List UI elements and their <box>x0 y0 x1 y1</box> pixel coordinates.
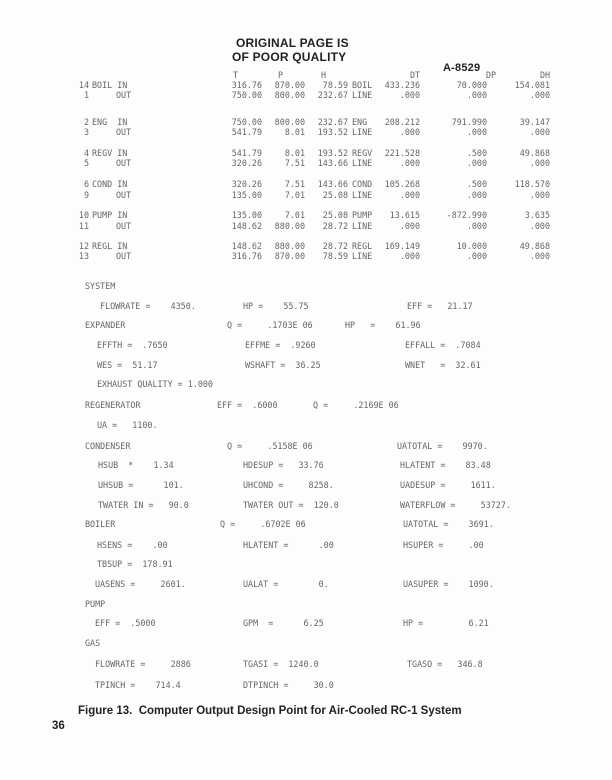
table-cell: .000 <box>399 190 420 200</box>
table-cell: 39.147 <box>519 117 550 127</box>
output-field: TWATER IN = 90.0 <box>98 500 189 510</box>
table-cell: LINE <box>352 190 373 200</box>
table-cell: 143.66 <box>317 158 348 168</box>
output-field: WATERFLOW = 53727. <box>400 500 511 510</box>
table-cell: .000 <box>466 90 487 100</box>
output-field: WES = 51.17 <box>97 360 158 370</box>
table-cell: LINE <box>352 127 373 137</box>
table-cell: 880.00 <box>274 241 305 251</box>
table-cell: 25.08 <box>322 210 348 220</box>
output-field: UHSUB = 101. <box>98 480 184 490</box>
table-cell: -872.990 <box>446 210 487 220</box>
section-heading: PUMP <box>85 599 106 609</box>
table-cell: 14 <box>78 80 89 90</box>
table-cell: .000 <box>529 251 550 261</box>
table-cell: 135.00 <box>231 190 262 200</box>
output-field: Q = .1703E 06 <box>227 320 313 330</box>
output-field: HDESUP = 33.76 <box>243 460 324 470</box>
table-cell: 316.76 <box>231 251 262 261</box>
table-cell: 28.72 <box>322 221 348 231</box>
table-cell: 8.01 <box>284 148 305 158</box>
table-cell: 6 <box>83 179 89 189</box>
table-cell: OUT <box>116 221 132 231</box>
table-cell: REGL IN <box>92 241 128 251</box>
table-cell: 11 <box>78 221 89 231</box>
output-field: FLOWRATE = 4350. <box>100 301 196 311</box>
column-header: DP <box>486 70 497 80</box>
table-cell: 541.79 <box>231 148 262 158</box>
table-cell: .000 <box>399 90 420 100</box>
table-cell: 880.00 <box>274 221 305 231</box>
table-cell: ENG IN <box>92 117 128 127</box>
output-field: EFFME = .9260 <box>245 340 316 350</box>
table-cell: LINE <box>352 90 373 100</box>
output-field: HP = 55.75 <box>243 301 309 311</box>
table-cell: 9 <box>83 190 89 200</box>
table-cell: 25.08 <box>322 190 348 200</box>
table-cell: 800.00 <box>274 117 305 127</box>
table-cell: 13.615 <box>389 210 420 220</box>
output-field: FLOWRATE = 2886 <box>95 659 191 669</box>
document-id: A-8529 <box>443 62 481 74</box>
output-field: HSUB * 1.34 <box>98 460 174 470</box>
table-cell: 800.00 <box>274 90 305 100</box>
table-cell: 221.528 <box>384 148 420 158</box>
output-field: UALAT = 0. <box>243 579 329 589</box>
table-cell: 118.570 <box>514 179 550 189</box>
table-cell: PUMP IN <box>92 210 128 220</box>
table-cell: 7.51 <box>284 179 305 189</box>
table-cell: .000 <box>466 251 487 261</box>
output-field: EFF = .5000 <box>95 618 156 628</box>
table-cell: PUMP <box>352 210 373 220</box>
table-cell: .500 <box>466 148 487 158</box>
table-cell: 208.212 <box>384 117 420 127</box>
table-cell: 148.62 <box>231 241 262 251</box>
output-field: EFF = 21.17 <box>407 301 473 311</box>
figure-caption: Figure 13. Computer Output Design Point for Air-Cooled RC-1 System <box>78 705 462 717</box>
table-cell: 316.76 <box>231 80 262 90</box>
table-cell: 8.01 <box>284 127 305 137</box>
output-field: EFF = .6000 <box>217 400 278 410</box>
table-cell: 791.990 <box>451 117 487 127</box>
output-field: EFFTH = .7650 <box>97 340 168 350</box>
table-cell: .000 <box>399 158 420 168</box>
table-cell: 70.000 <box>456 80 487 90</box>
table-cell: 750.00 <box>231 117 262 127</box>
table-cell: 10.000 <box>456 241 487 251</box>
table-cell: LINE <box>352 251 373 261</box>
table-cell: BOIL <box>352 80 373 90</box>
table-cell: 320.26 <box>231 158 262 168</box>
table-cell: 105.268 <box>384 179 420 189</box>
page-number: 36 <box>52 720 65 732</box>
output-field: GPM = 6.25 <box>243 618 324 628</box>
section-heading: SYSTEM <box>85 281 116 291</box>
output-field: EXPANDER <box>85 320 126 330</box>
table-cell: OUT <box>116 190 132 200</box>
table-cell: 10 <box>78 210 89 220</box>
table-cell: BOIL IN <box>92 80 128 90</box>
table-cell: .000 <box>466 190 487 200</box>
table-cell: 7.01 <box>284 190 305 200</box>
output-field: UASUPER = 1090. <box>403 579 494 589</box>
output-field: UATOTAL = 9970. <box>397 441 488 451</box>
table-cell: OUT <box>116 127 132 137</box>
table-cell: OUT <box>116 251 132 261</box>
table-cell: 7.01 <box>284 210 305 220</box>
table-cell: REGV <box>352 148 373 158</box>
table-cell: .000 <box>466 221 487 231</box>
output-field: EXHAUST QUALITY = 1.000 <box>97 379 213 389</box>
table-cell: .000 <box>529 127 550 137</box>
column-header: DH <box>540 70 551 80</box>
table-cell: REGV IN <box>92 148 128 158</box>
output-field: Q = .6702E 06 <box>220 519 306 529</box>
stamp-line-1: ORIGINAL PAGE IS <box>236 36 349 50</box>
table-cell: .000 <box>399 251 420 261</box>
table-cell: .000 <box>466 158 487 168</box>
table-cell: 3.635 <box>524 210 550 220</box>
column-header: P <box>278 70 284 80</box>
table-cell: 5 <box>83 158 89 168</box>
output-field: DTPINCH = 30.0 <box>243 680 334 690</box>
table-cell: 13 <box>78 251 89 261</box>
output-field: HSENS = .00 <box>97 540 168 550</box>
table-cell: 49.868 <box>519 241 550 251</box>
table-cell: ENG <box>352 117 368 127</box>
output-field: BOILER <box>85 519 116 529</box>
output-field: EFFALL = .7084 <box>405 340 481 350</box>
output-field: Q = .2169E 06 <box>313 400 399 410</box>
table-cell: OUT <box>116 158 132 168</box>
output-field: CONDENSER <box>85 441 131 451</box>
column-header: H <box>321 70 327 80</box>
table-cell: LINE <box>352 158 373 168</box>
table-cell: 2 <box>83 117 89 127</box>
output-field: REGENERATOR <box>85 400 141 410</box>
table-cell: .000 <box>529 221 550 231</box>
output-field: TGASO = 346.8 <box>407 659 483 669</box>
table-cell: 193.52 <box>317 148 348 158</box>
output-field: TBSUP = 178.91 <box>97 559 173 569</box>
column-header: DT <box>410 70 421 80</box>
table-cell: LINE <box>352 221 373 231</box>
output-field: WSHAFT = 36.25 <box>245 360 321 370</box>
table-cell: COND <box>352 179 373 189</box>
table-cell: 433.236 <box>384 80 420 90</box>
table-cell: OUT <box>116 90 132 100</box>
output-field: HSUPER = .00 <box>403 540 484 550</box>
table-cell: .000 <box>399 221 420 231</box>
table-cell: COND IN <box>92 179 128 189</box>
output-field: UATOTAL = 3691. <box>403 519 494 529</box>
output-field: Q = .5158E 06 <box>227 441 313 451</box>
table-cell: .500 <box>466 179 487 189</box>
column-header: T <box>233 70 239 80</box>
output-field: UA = 1100. <box>97 420 158 430</box>
output-field: HLATENT = 83.48 <box>400 460 491 470</box>
table-cell: 541.79 <box>231 127 262 137</box>
section-heading: GAS <box>85 638 101 648</box>
output-field: HP = 6.21 <box>403 618 489 628</box>
table-cell: 78.59 <box>322 80 348 90</box>
table-cell: 232.67 <box>317 90 348 100</box>
table-cell: 169.149 <box>384 241 420 251</box>
table-cell: 143.66 <box>317 179 348 189</box>
output-field: UHCOND = 8258. <box>243 480 334 490</box>
table-cell: 7.51 <box>284 158 305 168</box>
table-cell: .000 <box>529 190 550 200</box>
table-cell: 154.081 <box>514 80 550 90</box>
output-field: UADESUP = 1611. <box>400 480 496 490</box>
output-field: TGASI = 1240.0 <box>243 659 319 669</box>
table-cell: 28.72 <box>322 241 348 251</box>
table-cell: 12 <box>78 241 89 251</box>
table-cell: 320.26 <box>231 179 262 189</box>
output-field: UASENS = 2601. <box>95 579 186 589</box>
table-cell: 78.59 <box>322 251 348 261</box>
table-cell: 870.00 <box>274 80 305 90</box>
output-field: TPINCH = 714.4 <box>95 680 181 690</box>
output-field: HP = 61.96 <box>345 320 421 330</box>
table-cell: 1 <box>83 90 89 100</box>
table-cell: 148.62 <box>231 221 262 231</box>
table-cell: .000 <box>466 127 487 137</box>
table-cell: 193.52 <box>317 127 348 137</box>
table-cell: 4 <box>83 148 89 158</box>
table-cell: REGL <box>352 241 373 251</box>
output-field: HLATENT = .00 <box>243 540 334 550</box>
table-cell: 3 <box>83 127 89 137</box>
stamp-line-2: OF POOR QUALITY <box>232 50 347 64</box>
table-cell: 135.00 <box>231 210 262 220</box>
table-cell: .000 <box>529 158 550 168</box>
table-cell: 870.00 <box>274 251 305 261</box>
table-cell: .000 <box>529 90 550 100</box>
output-field: WNET = 32.61 <box>405 360 481 370</box>
table-cell: 232.67 <box>317 117 348 127</box>
table-cell: 49.868 <box>519 148 550 158</box>
output-field: TWATER OUT = 120.0 <box>243 500 339 510</box>
table-cell: 750.00 <box>231 90 262 100</box>
table-cell: .000 <box>399 127 420 137</box>
